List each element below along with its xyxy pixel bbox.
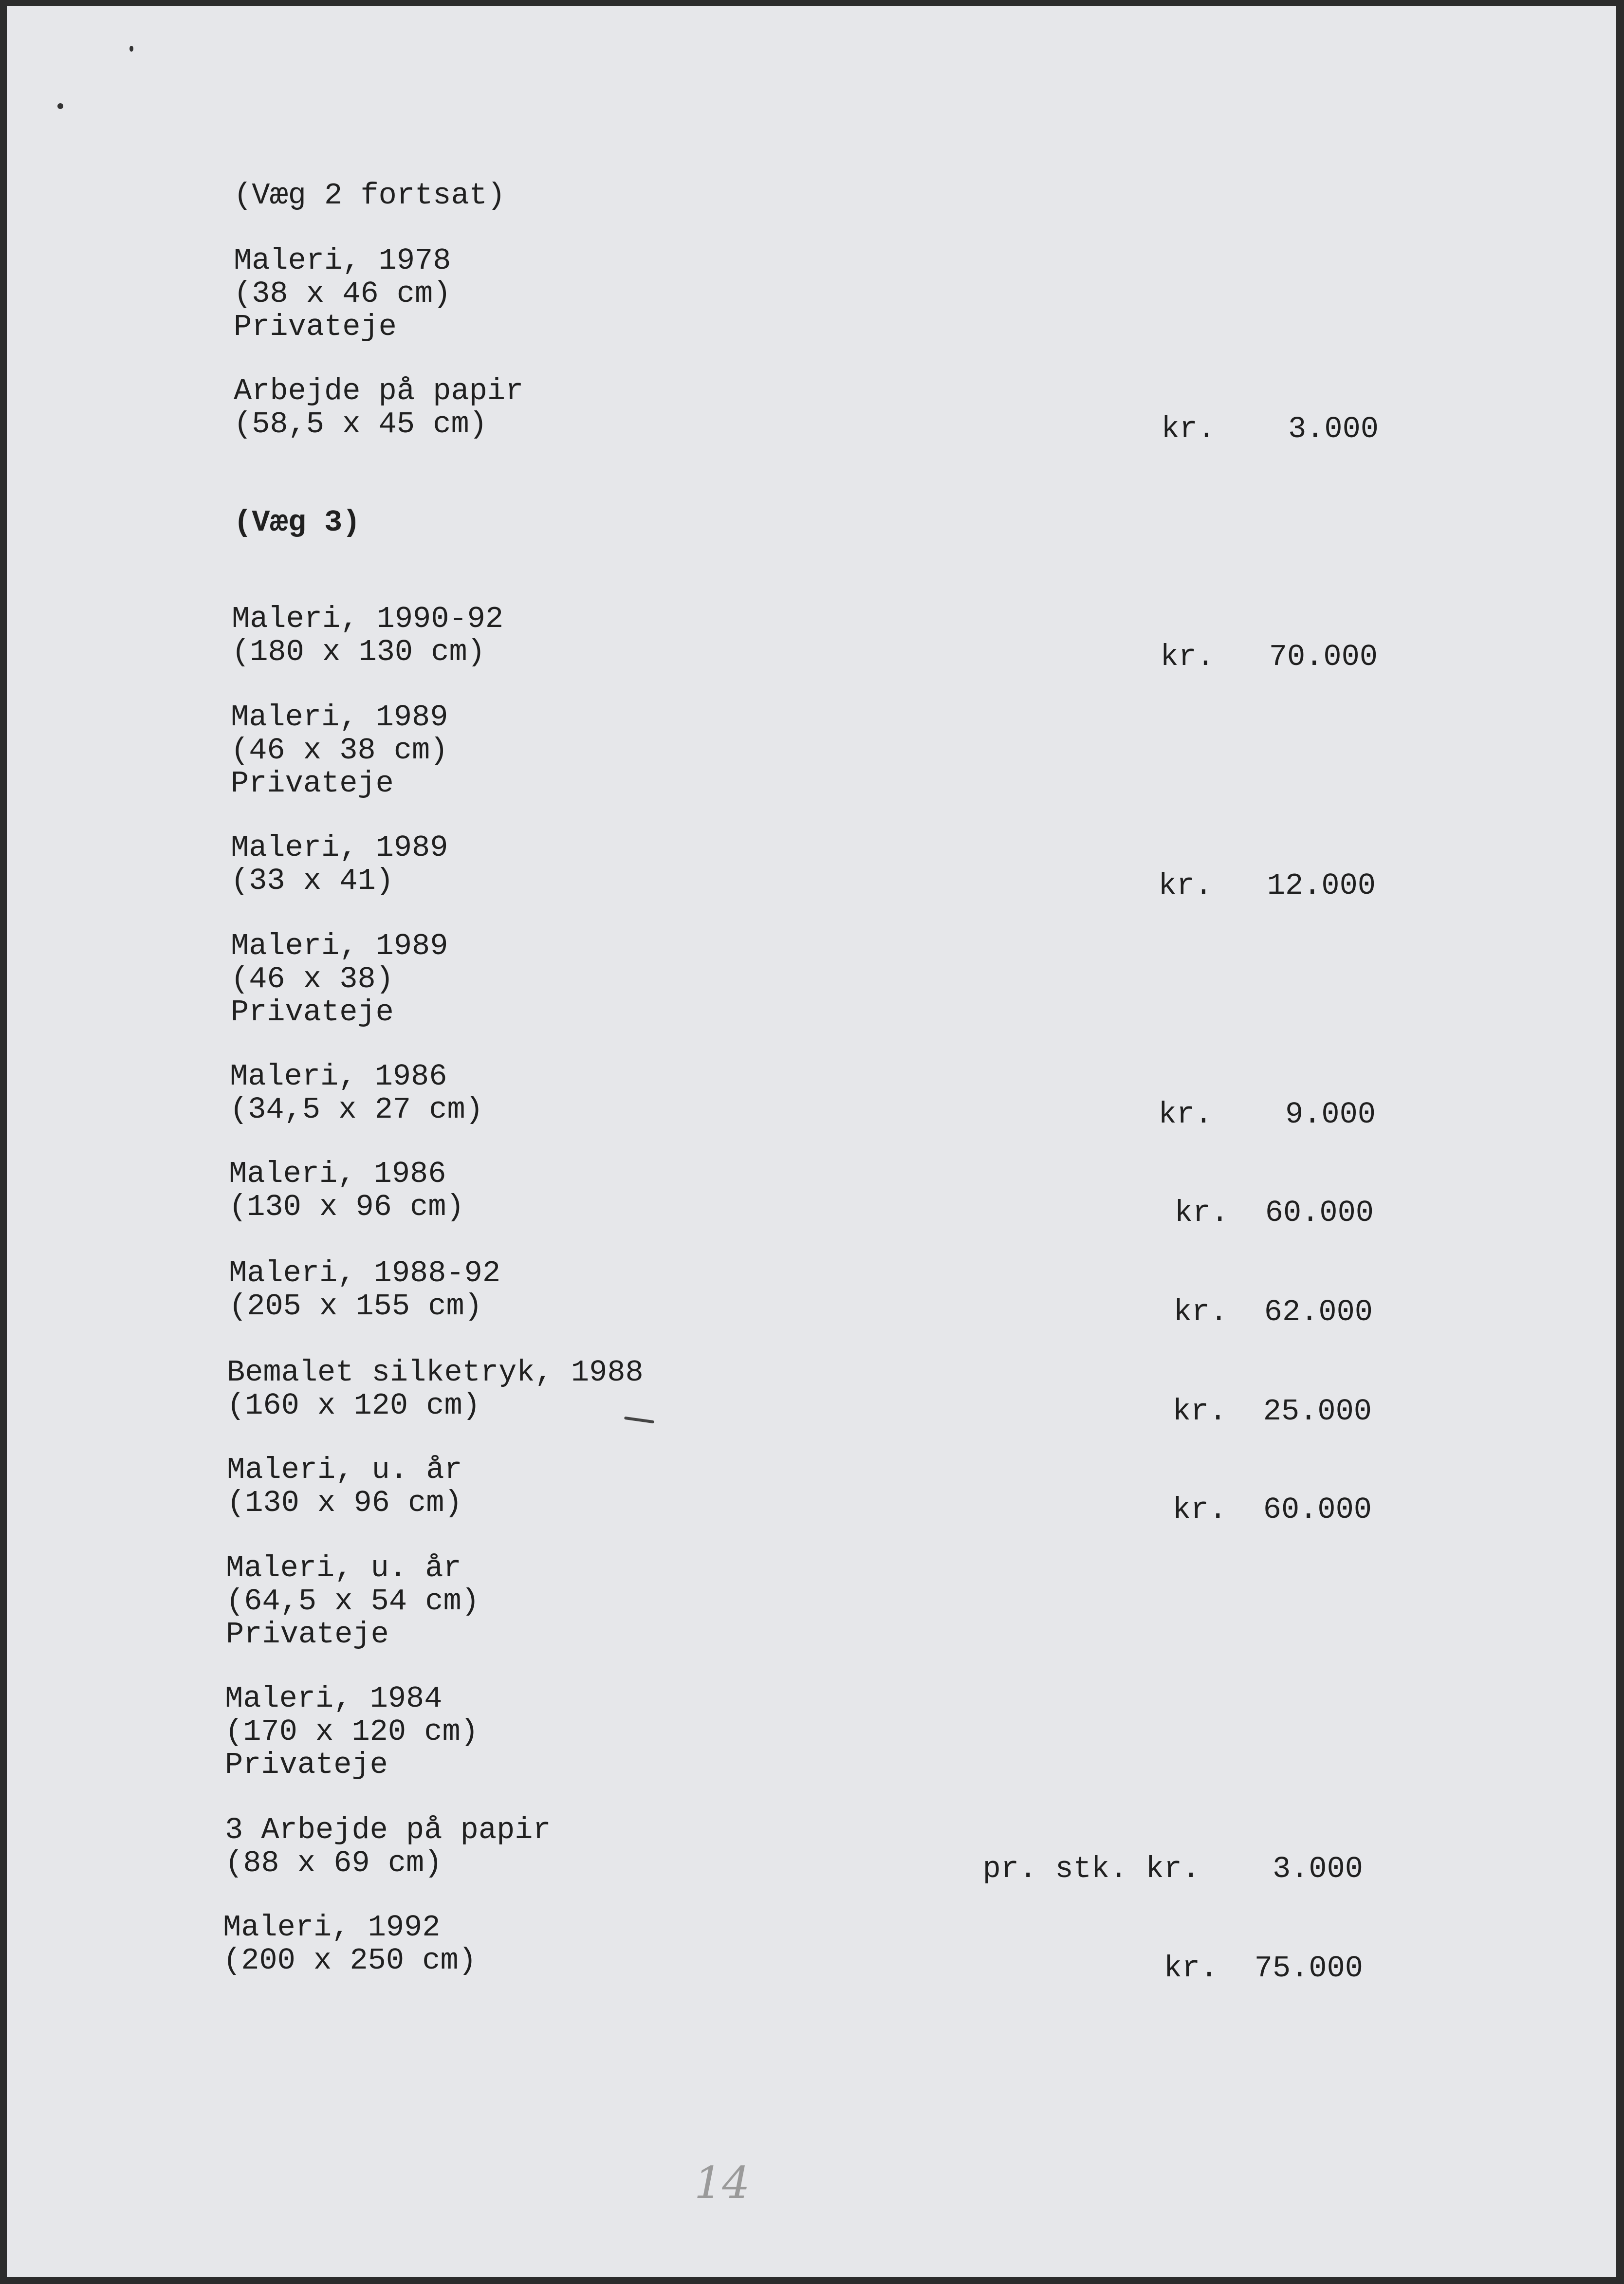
entry-line: Maleri, 1978 [234, 243, 451, 278]
entry-line: Privateje [231, 766, 394, 801]
entry-line: Maleri, 1984 [225, 1681, 443, 1716]
entry-price: kr. 60.000 [1172, 1492, 1372, 1527]
entry-line: Privateje [225, 1748, 388, 1782]
entry-price: kr. 3.000 [1161, 412, 1379, 446]
entry-line: Maleri, 1992 [223, 1910, 441, 1945]
page-number: 14 [694, 2157, 750, 2209]
entry-price: kr. 9.000 [1158, 1097, 1376, 1132]
entry-line: Privateje [226, 1617, 389, 1652]
entry-line: (46 x 38 cm) [231, 733, 448, 768]
entry-line: (160 x 120 cm) [227, 1388, 480, 1423]
entry-line: Maleri, 1989 [231, 830, 448, 865]
ink-speck [129, 46, 133, 52]
entry-line: (33 x 41) [231, 864, 394, 898]
entry-line: (200 x 250 cm) [223, 1943, 477, 1978]
entry-price: kr. 25.000 [1172, 1394, 1372, 1429]
pen-mark [624, 1417, 654, 1424]
entry-price: kr. 70.000 [1160, 640, 1378, 674]
entry-line: Bemalet silketryk, 1988 [227, 1355, 644, 1390]
entry-line: (205 x 155 cm) [229, 1289, 482, 1324]
entry-line: Maleri, u. år [226, 1551, 461, 1585]
entry-line: Maleri, 1990-92 [232, 602, 504, 636]
entry-line: Maleri, 1988-92 [229, 1256, 501, 1290]
entry-line: (64,5 x 54 cm) [226, 1584, 480, 1619]
entry-line: Arbejde på papir [234, 374, 524, 408]
entry-line: (180 x 130 cm) [232, 635, 485, 669]
entry-line: Maleri, 1989 [231, 929, 448, 963]
entry-line: Maleri, 1989 [231, 700, 448, 735]
entry-line: (88 x 69 cm) [225, 1846, 443, 1880]
heading-wall-2-continued: (Væg 2 fortsat) [234, 178, 506, 213]
entry-line: (130 x 96 cm) [227, 1486, 462, 1520]
entry-price: kr. 60.000 [1174, 1196, 1374, 1230]
entry-line: Maleri, 1986 [229, 1157, 446, 1191]
entry-price: pr. stk. kr. 3.000 [982, 1852, 1363, 1886]
entry-line: (58,5 x 45 cm) [234, 407, 487, 442]
ink-speck [57, 103, 63, 109]
document-page [7, 6, 1616, 2277]
entry-line: (34,5 x 27 cm) [230, 1092, 483, 1127]
entry-line: (130 x 96 cm) [229, 1190, 464, 1224]
entry-line: (38 x 46 cm) [234, 276, 451, 311]
entry-line: (170 x 120 cm) [225, 1714, 479, 1749]
entry-price: kr. 12.000 [1158, 868, 1376, 903]
entry-line: Maleri, 1986 [230, 1059, 447, 1094]
heading-wall-3: (Væg 3) [234, 505, 361, 540]
entry-line: 3 Arbejde på papir [225, 1813, 551, 1847]
entry-line: Privateje [234, 310, 397, 344]
entry-line: Privateje [231, 995, 394, 1030]
entry-line: (46 x 38) [231, 962, 394, 996]
entry-line: Maleri, u. år [227, 1453, 462, 1487]
entry-price: kr. 75.000 [1163, 1951, 1363, 1986]
entry-price: kr. 62.000 [1173, 1295, 1373, 1329]
